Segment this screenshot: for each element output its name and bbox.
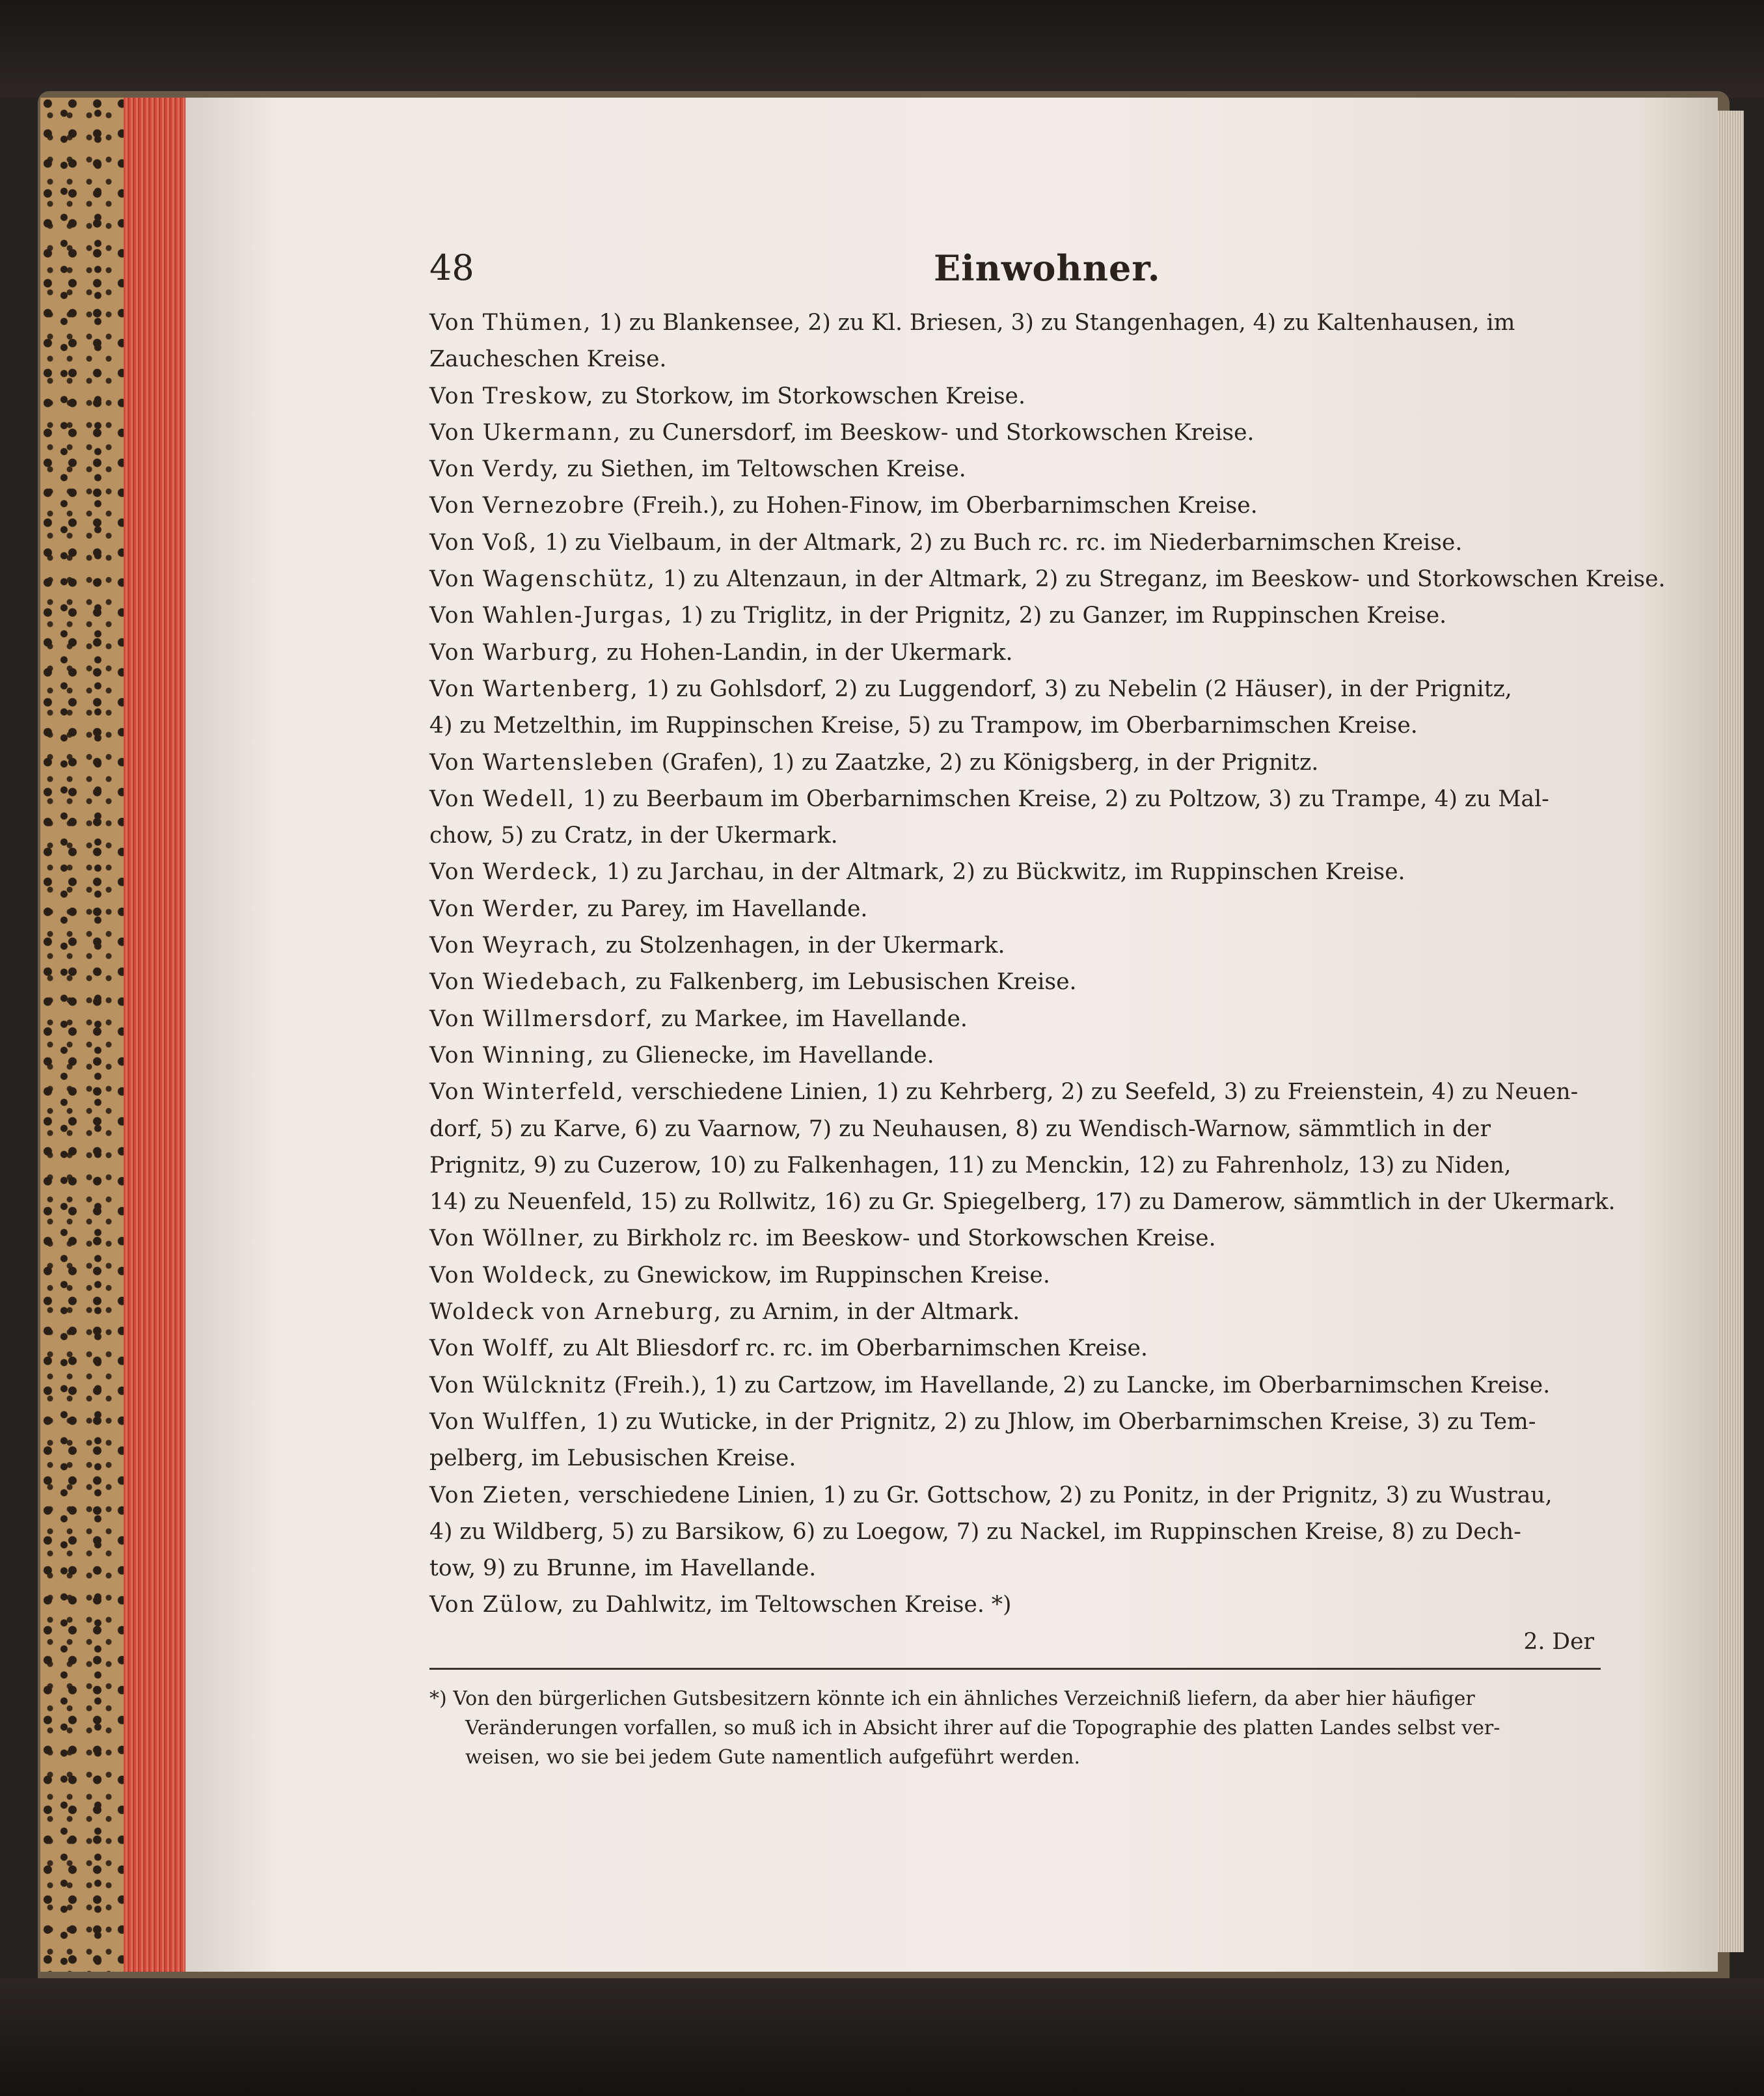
family-name: Wartensleben [482, 749, 655, 776]
entry-text: (Grafen), 1) zu Zaatzke, 2) zu Königsberg, in der Prignitz. [661, 749, 1319, 776]
entry-line [429, 964, 1601, 1000]
entry-line [429, 634, 1601, 671]
entry-line [429, 707, 1601, 744]
entry-text: 1) zu Blankensee, 2) zu Kl. Briesen, 3) zu Stangenhagen, 4) zu Kaltenhausen, im [599, 310, 1515, 336]
entry-prefix: Von [429, 1372, 476, 1398]
entry-prefix: Von [429, 456, 476, 483]
list-item [429, 1330, 1601, 1367]
entry-prefix: Von [429, 785, 476, 812]
entry-line [429, 1330, 1601, 1367]
list-item [429, 1294, 1601, 1330]
entry-text: 4) zu Metzelthin, im Ruppinschen Kreise, 5) zu Trampow, im Oberbarnimschen Kreise. [429, 713, 1418, 739]
family-name: Warburg, [482, 639, 600, 666]
entry-prefix: Von [429, 932, 476, 959]
entry-text: zu Falkenberg, im Lebusischen Kreise. [635, 969, 1077, 996]
list-item [429, 1257, 1601, 1294]
family-name: Wagenschütz, [482, 566, 656, 593]
list-item [429, 561, 1666, 597]
entry-line [429, 817, 1601, 854]
family-name: Treskow, [482, 383, 595, 409]
entry-text: Zaucheschen Kreise. [429, 346, 667, 373]
list-item [429, 1220, 1601, 1257]
entry-text: zu Arnim, in der Altmark. [729, 1299, 1020, 1326]
red-page-edges [124, 98, 189, 1972]
running-head: Einwohner. [934, 247, 1161, 289]
family-name: Weyrach, [482, 932, 599, 959]
entry-text: zu Cunersdorf, im Beeskow- und Storkowschen Kreise. [629, 419, 1255, 446]
list-item [429, 671, 1601, 744]
footnote-line: Veränderungen vorfallen, so muß ich in Absicht ihrer auf die Topographie des platten Landes selbst ver- [465, 1716, 1500, 1739]
entry-text: 1) zu Jarchau, in der Altmark, 2) zu Bückwitz, im Ruppinschen Kreise. [606, 859, 1405, 886]
entry-text: zu Stolzenhagen, in der Ukermark. [605, 932, 1005, 959]
list-item [429, 964, 1601, 1000]
catchword: 2. Der [1523, 1628, 1594, 1655]
family-name: Werdeck, [482, 859, 599, 886]
entry-prefix: Von [429, 310, 476, 336]
entry-prefix: Von [429, 603, 476, 629]
entry-text: 1) zu Wuticke, in der Prignitz, 2) zu Jhlow, im Oberbarnimschen Kreise, 3) zu Tem- [595, 1408, 1536, 1435]
entry-text: zu Markee, im Havellande. [660, 1005, 968, 1032]
list-item [429, 854, 1601, 890]
entry-text: Prignitz, 9) zu Cuzerow, 10) zu Falkenhagen, 11) zu Menckin, 12) zu Fahrenholz, 13) zu Niden, [429, 1152, 1512, 1178]
entry-text: 1) zu Altenzaun, in der Altmark, 2) zu Streganz, im Beeskow- und Storkowschen Kreise. [662, 566, 1666, 593]
list-item [429, 744, 1601, 781]
list-item [429, 1477, 1601, 1587]
entry-line [429, 1257, 1601, 1294]
footnote-line: weisen, wo sie bei jedem Gute namentlich aufgeführt werden. [465, 1745, 1081, 1769]
entry-prefix: Von [429, 1592, 476, 1618]
footnote-line: *) Von den bürgerlichen Gutsbesitzern könnte ich ein ähnliches Verzeichniß liefern, da aber hier häufiger [429, 1687, 1475, 1710]
page-header [429, 241, 1601, 293]
entry-line [429, 854, 1601, 890]
entry-line [429, 415, 1601, 451]
entry-prefix: Von [429, 895, 476, 922]
scan-background-top [0, 0, 1764, 98]
entry-text: zu Parey, im Havellande. [587, 895, 868, 922]
entry-line [429, 927, 1601, 964]
family-name: Zülow, [482, 1592, 565, 1618]
family-name: Wülcknitz [482, 1372, 607, 1398]
entry-text: zu Gnewickow, im Ruppinschen Kreise. [603, 1262, 1050, 1288]
footnote [429, 1684, 1601, 1772]
list-item [429, 1001, 1601, 1037]
list-item [429, 305, 1601, 378]
family-name: Werder, [482, 895, 580, 922]
entry-prefix: Von [429, 419, 476, 446]
entry-line [429, 744, 1601, 781]
entry-text: zu Alt Bliesdorf rc. rc. im Oberbarnimschen Kreise. [562, 1335, 1148, 1362]
entry-text: verschiedene Linien, 1) zu Gr. Gottschow, 2) zu Ponitz, in der Prignitz, 3) zu Wustrau, [578, 1482, 1553, 1508]
entry-line [429, 1404, 1601, 1440]
entry-text: zu Hohen-Landin, in der Ukermark. [606, 639, 1013, 666]
entry-text: chow, 5) zu Cratz, in der Ukermark. [429, 823, 838, 849]
entry-line [429, 451, 1601, 487]
entry-line [429, 1440, 1601, 1477]
entry-text: zu Birkholz rc. im Beeskow- und Storkowschen Kreise. [592, 1225, 1216, 1252]
family-name: Thümen, [482, 310, 592, 336]
entry-line [429, 561, 1666, 597]
list-item [429, 451, 1601, 487]
entry-line [429, 781, 1601, 817]
entry-line [429, 891, 1601, 927]
list-item [429, 634, 1601, 671]
family-name: Willmersdorf, [482, 1005, 654, 1032]
list-item [429, 378, 1601, 415]
family-name: Wartenberg, [482, 675, 639, 702]
list-item [429, 415, 1601, 451]
entry-prefix: Von [429, 969, 476, 996]
entry-line [429, 305, 1601, 341]
list-item [429, 1586, 1601, 1623]
family-name: Winterfeld, [482, 1079, 625, 1106]
entry-prefix: Von [429, 859, 476, 886]
entry-line [429, 1074, 1601, 1110]
entry-text: 1) zu Beerbaum im Oberbarnimschen Kreise, 2) zu Poltzow, 3) zu Trampe, 4) zu Mal- [582, 785, 1549, 812]
entry-text: 14) zu Neuenfeld, 15) zu Rollwitz, 16) zu Gr. Spiegelberg, 17) zu Damerow, sämmtlich in der Ukermark. [429, 1189, 1616, 1216]
family-name: Winning, [482, 1042, 595, 1068]
entry-line [429, 1220, 1601, 1257]
family-name: Woldeck, [482, 1262, 597, 1288]
entry-line [429, 524, 1601, 561]
entry-prefix: Von [429, 493, 476, 519]
entry-line [429, 1037, 1601, 1074]
entry-text: zu Siethen, im Teltowschen Kreise. [567, 456, 966, 483]
family-name: Vernezobre [482, 493, 625, 519]
entry-prefix: Von [429, 749, 476, 776]
family-name: Wahlen-Jurgas, [482, 603, 673, 629]
entry-line [429, 1367, 1601, 1404]
list-item [429, 1404, 1601, 1477]
entry-line [429, 1550, 1601, 1586]
entry-text: 4) zu Wildberg, 5) zu Barsikow, 6) zu Loegow, 7) zu Nackel, im Ruppinschen Kreise, 8) zu Dech- [429, 1518, 1521, 1545]
entry-line [429, 487, 1601, 524]
entry-prefix: Von [429, 1042, 476, 1068]
entry-line [429, 378, 1601, 415]
entry-text: (Freih.), zu Hohen-Finow, im Oberbarnimschen Kreise. [632, 493, 1258, 519]
list-item [429, 927, 1601, 964]
entry-text: (Freih.), 1) zu Cartzow, im Havellande, 2) zu Lancke, im Oberbarnimschen Kreise. [614, 1372, 1551, 1398]
entry-text: 1) zu Triglitz, in der Prignitz, 2) zu Ganzer, im Ruppinschen Kreise. [680, 603, 1447, 629]
entry-line [429, 341, 1601, 377]
family-name: Wöllner, [482, 1225, 586, 1252]
entry-text: zu Glienecke, im Havellande. [602, 1042, 934, 1068]
family-name: Wiedebach, [482, 969, 629, 996]
page-text-block [429, 241, 1666, 1772]
list-item [429, 891, 1601, 927]
entry-prefix: Von [429, 1225, 476, 1252]
entry-text: 1) zu Vielbaum, in der Altmark, 2) zu Buch rc. rc. im Niederbarnimschen Kreise. [545, 529, 1463, 556]
list-item [429, 1074, 1616, 1220]
family-name: Wulffen, [482, 1408, 589, 1435]
footnote-rule [429, 1668, 1601, 1670]
entry-prefix: Von [429, 566, 476, 593]
entry-text: 1) zu Gohlsdorf, 2) zu Luggendorf, 3) zu Nebelin (2 Häuser), in der Prignitz, [645, 675, 1512, 702]
entry-prefix: Von [429, 529, 476, 556]
entry-line [429, 1111, 1601, 1147]
entry-line [429, 1184, 1616, 1220]
entry-line [429, 1586, 1601, 1623]
entry-prefix: Von [429, 1482, 476, 1508]
entry-text: zu Dahlwitz, im Teltowschen Kreise. *) [572, 1592, 1012, 1618]
entry-text: pelberg, im Lebusischen Kreise. [429, 1445, 796, 1472]
entry-prefix: Von [429, 675, 476, 702]
entry-text: dorf, 5) zu Karve, 6) zu Vaarnow, 7) zu Neuhausen, 8) zu Wendisch-Warnow, sämmtlich in der [429, 1115, 1491, 1142]
family-name: Wolff, [482, 1335, 556, 1362]
family-name: Wedell, [482, 785, 576, 812]
list-item [429, 597, 1601, 634]
entry-list [429, 305, 1666, 1624]
entry-line [429, 1514, 1601, 1550]
entry-prefix: Von [429, 639, 476, 666]
family-name: Verdy, [482, 456, 560, 483]
page-number: 48 [429, 247, 474, 288]
scan-background-bottom [0, 1978, 1764, 2096]
family-name: Ukermann, [482, 419, 622, 446]
entry-line [429, 1294, 1601, 1330]
entry-text: tow, 9) zu Brunne, im Havellande. [429, 1555, 817, 1582]
list-item [429, 1367, 1601, 1404]
list-item [429, 1037, 1601, 1074]
entry-prefix: Von [429, 1079, 476, 1106]
entry-line [429, 1477, 1601, 1514]
entry-line [429, 1001, 1601, 1037]
entry-line [429, 1147, 1601, 1184]
list-item [429, 781, 1601, 854]
entry-prefix: Von [429, 1262, 476, 1288]
entry-prefix: Von [429, 383, 476, 409]
right-page-edges [1718, 111, 1744, 1952]
entry-prefix: Woldeck [429, 1299, 535, 1326]
family-name: von Arneburg, [541, 1299, 722, 1326]
entry-prefix: Von [429, 1335, 476, 1362]
list-item [429, 487, 1601, 524]
entry-text: verschiedene Linien, 1) zu Kehrberg, 2) zu Seefeld, 3) zu Freienstein, 4) zu Neuen- [631, 1079, 1579, 1106]
entry-line [429, 671, 1601, 707]
entry-line [429, 597, 1601, 634]
entry-prefix: Von [429, 1408, 476, 1435]
entry-text: zu Storkow, im Storkowschen Kreise. [601, 383, 1025, 409]
entry-prefix: Von [429, 1005, 476, 1032]
list-item [429, 524, 1601, 561]
family-name: Zieten, [482, 1482, 572, 1508]
family-name: Voß, [482, 529, 538, 556]
